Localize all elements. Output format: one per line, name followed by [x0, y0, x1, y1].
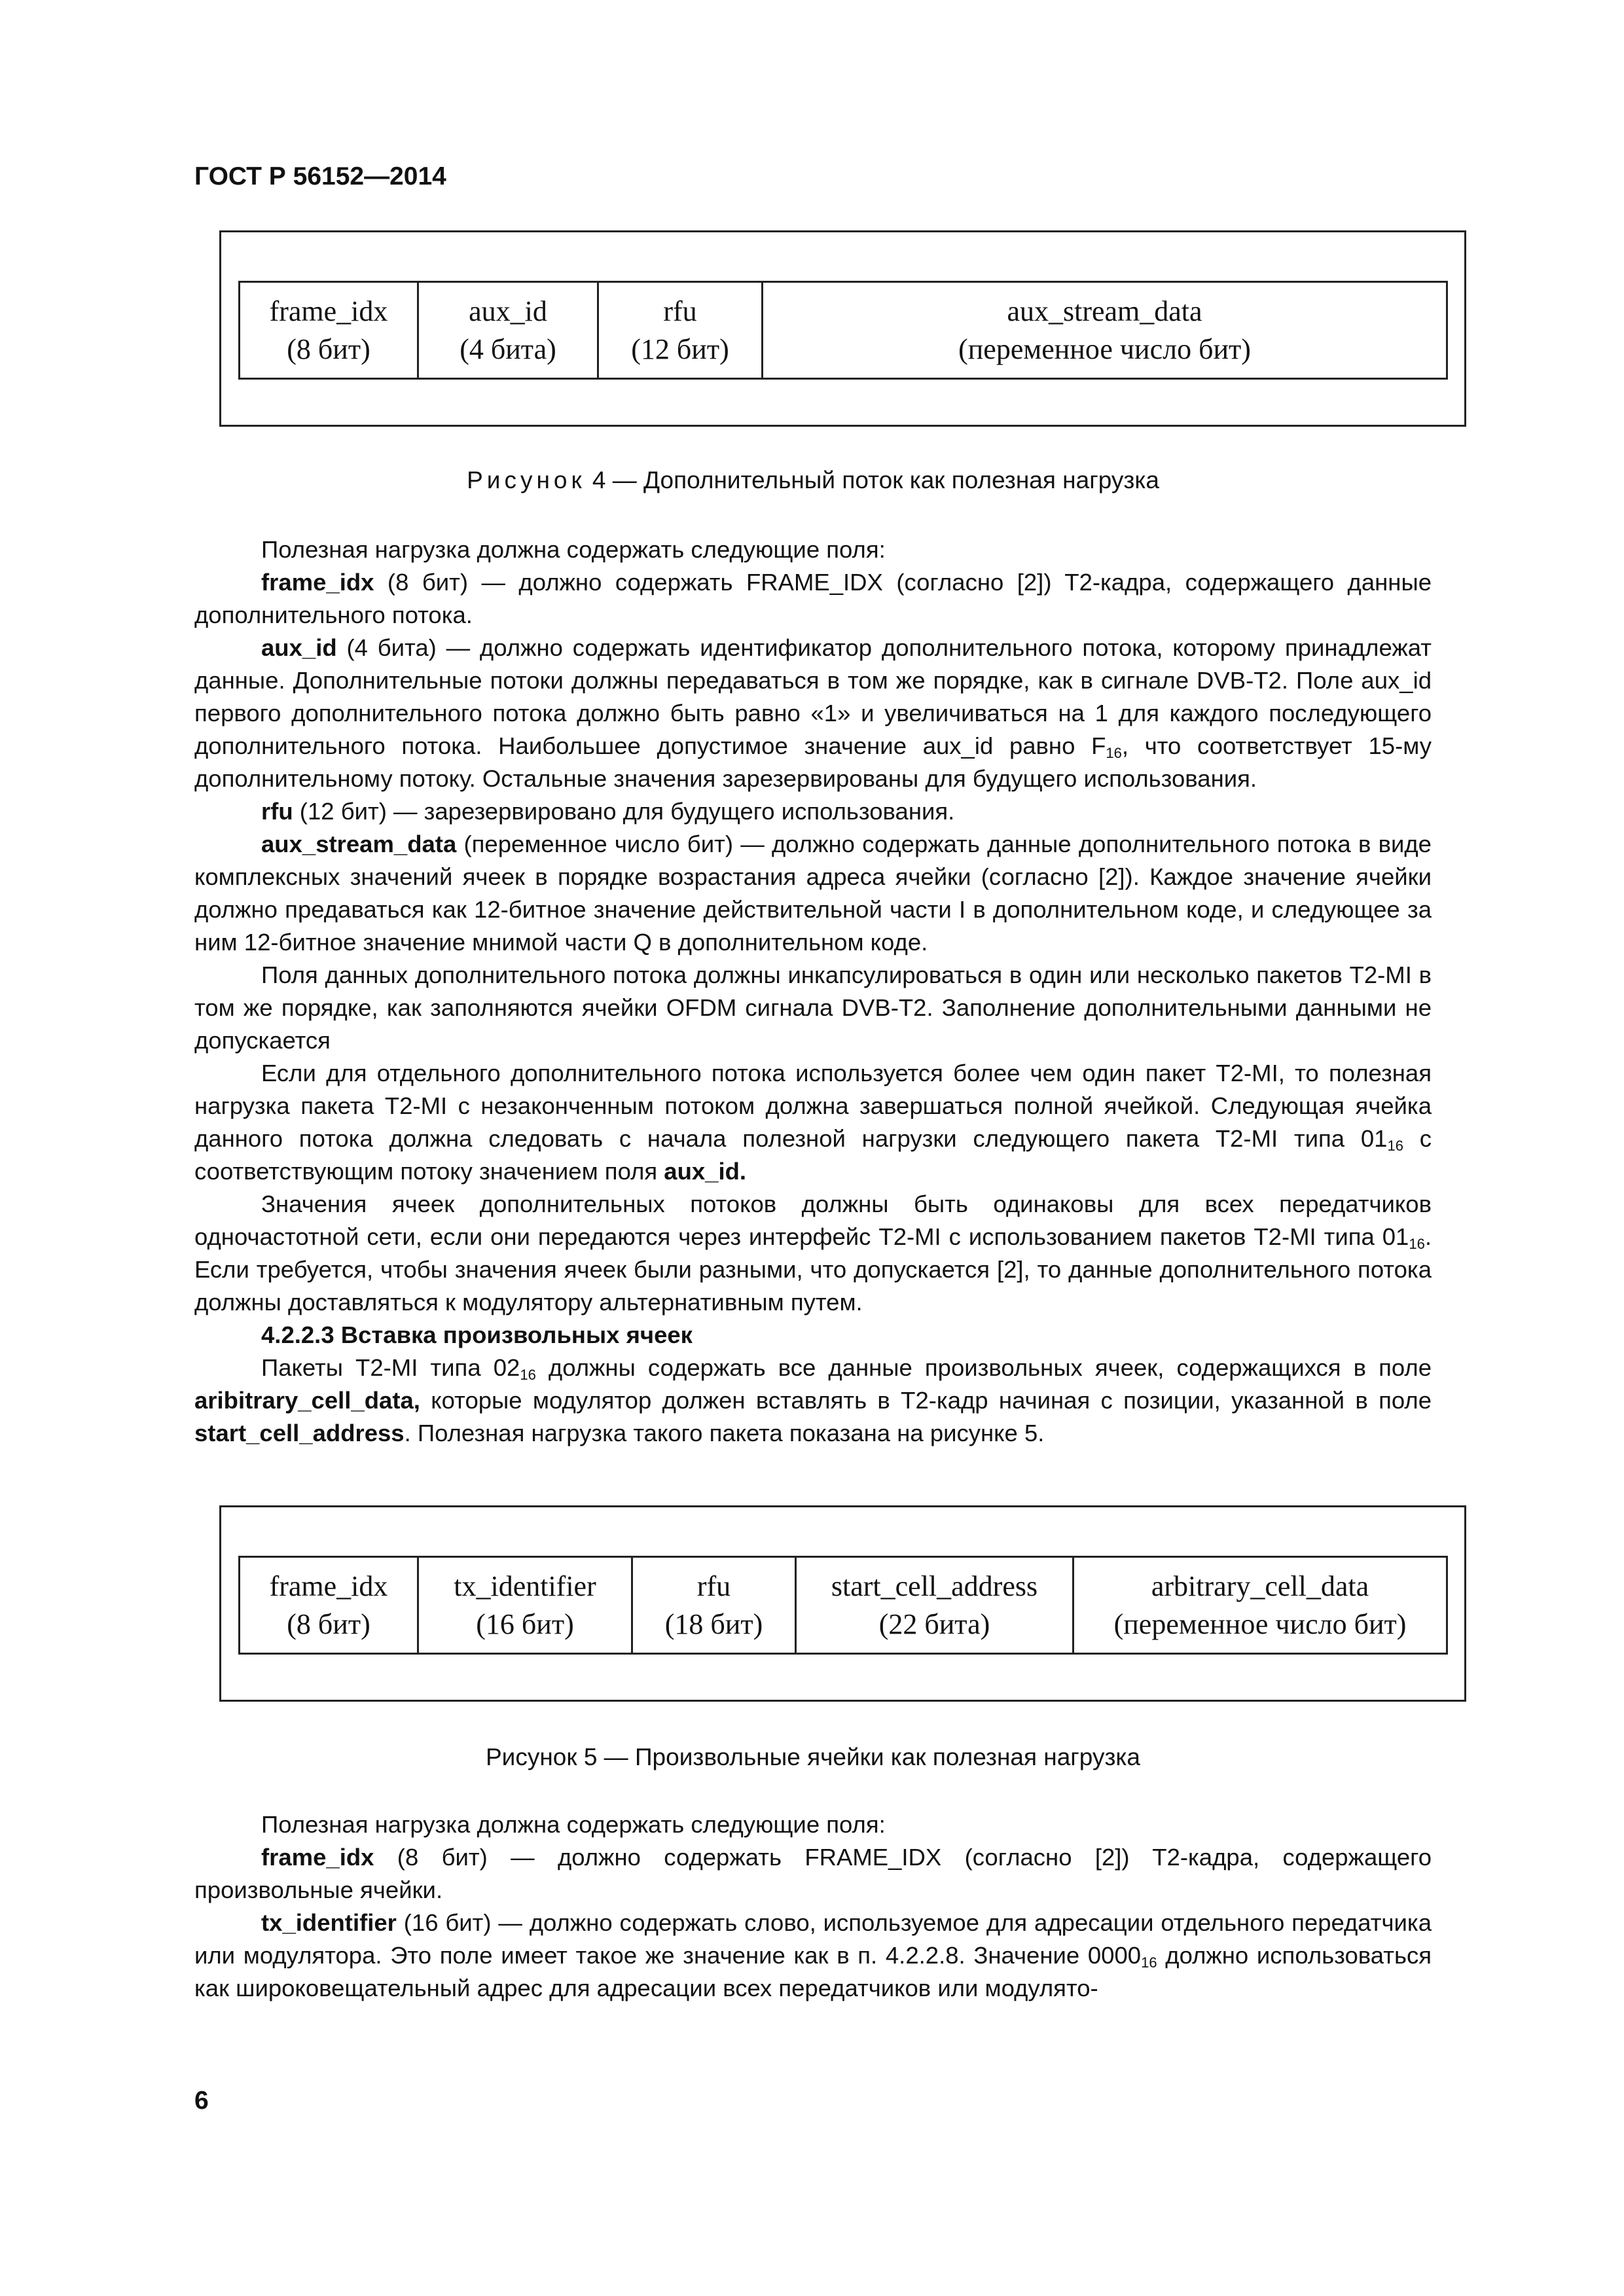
- paragraph: aux_id (4 бита) — должно содержать идентификатор дополнительного потока, которому принадлежат данные. Дополнительные потоки должны передаваться в том же порядке, как в сигнале DVB-T2. Поле aux_id первого дополнительного потока должно быть равно «1» и увеличиваться на 1 для каждого последующего дополнительного потока. Наибольшее допустимое значение aux_id равно $F_{16}$, что соответствует 15-му дополнительному потоку. Остальные значения зарезервированы для будущего использования.: [194, 634, 1432, 792]
- field-size: (16 бит): [476, 1607, 574, 1640]
- field-name: rfu: [663, 295, 697, 327]
- caption-label: Рисунок: [467, 467, 586, 493]
- term: rfu: [261, 798, 293, 825]
- term: tx_identifier: [261, 1909, 397, 1936]
- figure-4-caption: [194, 467, 1432, 494]
- paragraph: aux_stream_data (переменное число бит) — должно содержать данные дополнительного потока в виде комплексных значений ячеек в порядке возрастания адреса ячейки (согласно [2]). Каждое значение ячейки должно предаваться как 12-битное значение действительной части I в дополнительном коде, и следующее за ним 12-битное значение мнимой части Q в дополнительном коде.: [194, 831, 1432, 956]
- paragraph: tx_identifier (16 бит) — должно содержать слово, используемое для адресации отдельного передатчика или модулятора. Это поле имеет такое же значение как в п. 4.2.2.8. Значение $0000_{16}$ должно использоваться как широковещательный адрес для адресации всех передатчиков или модулято-: [194, 1909, 1432, 2001]
- field-cell-frame-idx: [240, 282, 418, 379]
- field-cell-start-cell-address: [796, 1557, 1074, 1654]
- section-heading: 4.2.2.3 Вставка произвольных ячеек: [261, 1321, 693, 1348]
- field-size: (12 бит): [631, 332, 729, 365]
- term: aux_stream_data: [261, 831, 457, 857]
- body-text-1: [194, 533, 1432, 1450]
- field-cell-frame-idx: [240, 1557, 418, 1654]
- field-size: (переменное число бит): [958, 332, 1251, 365]
- paragraph: frame_idx (8 бит) — должно содержать FRAME_IDX (согласно [2]) T2-кадра, содержащего данные дополнительного потока.: [194, 569, 1432, 628]
- term: aux_id.: [664, 1158, 747, 1185]
- field-name: aux_stream_data: [1007, 295, 1202, 327]
- paragraph: Полезная нагрузка должна содержать следующие поля:: [261, 1811, 886, 1838]
- field-size: (18 бит): [664, 1607, 763, 1640]
- body-text-2: [194, 1808, 1432, 2005]
- paragraph: rfu (12 бит) — зарезервировано для будущего использования.: [261, 798, 955, 825]
- field-cell-rfu: [632, 1557, 796, 1654]
- field-cell-rfu: [598, 282, 763, 379]
- paragraph: Полезная нагрузка должна содержать следующие поля:: [261, 536, 886, 563]
- field-name: frame_idx: [269, 295, 388, 327]
- field-cell-aux-id: [418, 282, 598, 379]
- page-number: 6: [194, 2087, 209, 2115]
- paragraph: Поля данных дополнительного потока должны инкапсулироваться в один или несколько пакетов T2-MI в том же порядке, как заполняются ячейки OFDM сигнала DVB-T2. Заполнение дополнительными данными не допускается: [194, 961, 1432, 1054]
- figure-5-caption: Рисунок 5 — Произвольные ячейки как полезная нагрузка: [486, 1744, 1140, 1770]
- field-cell-tx-identifier: [418, 1557, 632, 1654]
- field-name: arbitrary_cell_data: [1151, 1570, 1369, 1602]
- figure-5-frame: [219, 1505, 1466, 1702]
- term: aribitrary_cell_data,: [194, 1387, 420, 1414]
- field-name: aux_id: [469, 295, 547, 327]
- field-size: (22 бита): [878, 1607, 990, 1640]
- caption-text: 4 — Дополнительный поток как полезная нагрузка: [585, 467, 1159, 493]
- field-size: (8 бит): [287, 332, 370, 365]
- paragraph: Значения ячеек дополнительных потоков должны быть одинаковы для всех передатчиков одночастотной сети, если они передаются через интерфейс T2-MI с использованием пакетов T2-MI типа $01_{16}$. Если требуется, чтобы значения ячеек были разными, что допускается [2], то данные дополнительного потока должны доставляться к модулятору альтернативным путем.: [194, 1191, 1432, 1316]
- field-size: (переменное число бит): [1113, 1607, 1407, 1640]
- field-cell-arbitrary-cell-data: [1074, 1557, 1447, 1654]
- field-name: frame_idx: [269, 1570, 388, 1602]
- term: frame_idx: [261, 569, 374, 596]
- paragraph: frame_idx (8 бит) — должно содержать FRAME_IDX (согласно [2]) T2-кадра, содержащего произвольные ячейки.: [194, 1844, 1432, 1903]
- term: frame_idx: [261, 1844, 374, 1871]
- figure-4-field-table: [238, 281, 1448, 380]
- field-size: (8 бит): [287, 1607, 370, 1640]
- field-name: start_cell_address: [831, 1570, 1038, 1602]
- figure-5-field-table: [238, 1556, 1448, 1655]
- term: aux_id: [261, 634, 337, 661]
- field-name: tx_identifier: [454, 1570, 596, 1602]
- figure-4-frame: [219, 230, 1466, 427]
- term: start_cell_address: [194, 1420, 405, 1446]
- paragraph: Пакеты T2-MI типа $02_{16}$ должны содержать все данные произвольных ячеек, содержащихся в поле aribitrary_cell_data, которые модулятор должен вставлять в T2-кадр начиная с позиции, указанной в поле start_cell_address. Полезная нагрузка такого пакета показана на рисунке 5.: [194, 1354, 1432, 1446]
- field-cell-aux-stream-data: [763, 282, 1447, 379]
- document-code: ГОСТ Р 56152—2014: [194, 162, 446, 190]
- field-name: rfu: [696, 1570, 731, 1602]
- paragraph: Если для отдельного дополнительного потока используется более чем один пакет T2-MI, то полезная нагрузка пакета T2-MI с незаконченным потоком должна завершаться полной ячейкой. Следующая ячейка данного потока должна следовать с начала полезной нагрузки следующего пакета T2-MI типа $01_{16}$ с соответствующим потоку значением поля aux_id.: [194, 1060, 1432, 1185]
- field-size: (4 бита): [460, 332, 556, 365]
